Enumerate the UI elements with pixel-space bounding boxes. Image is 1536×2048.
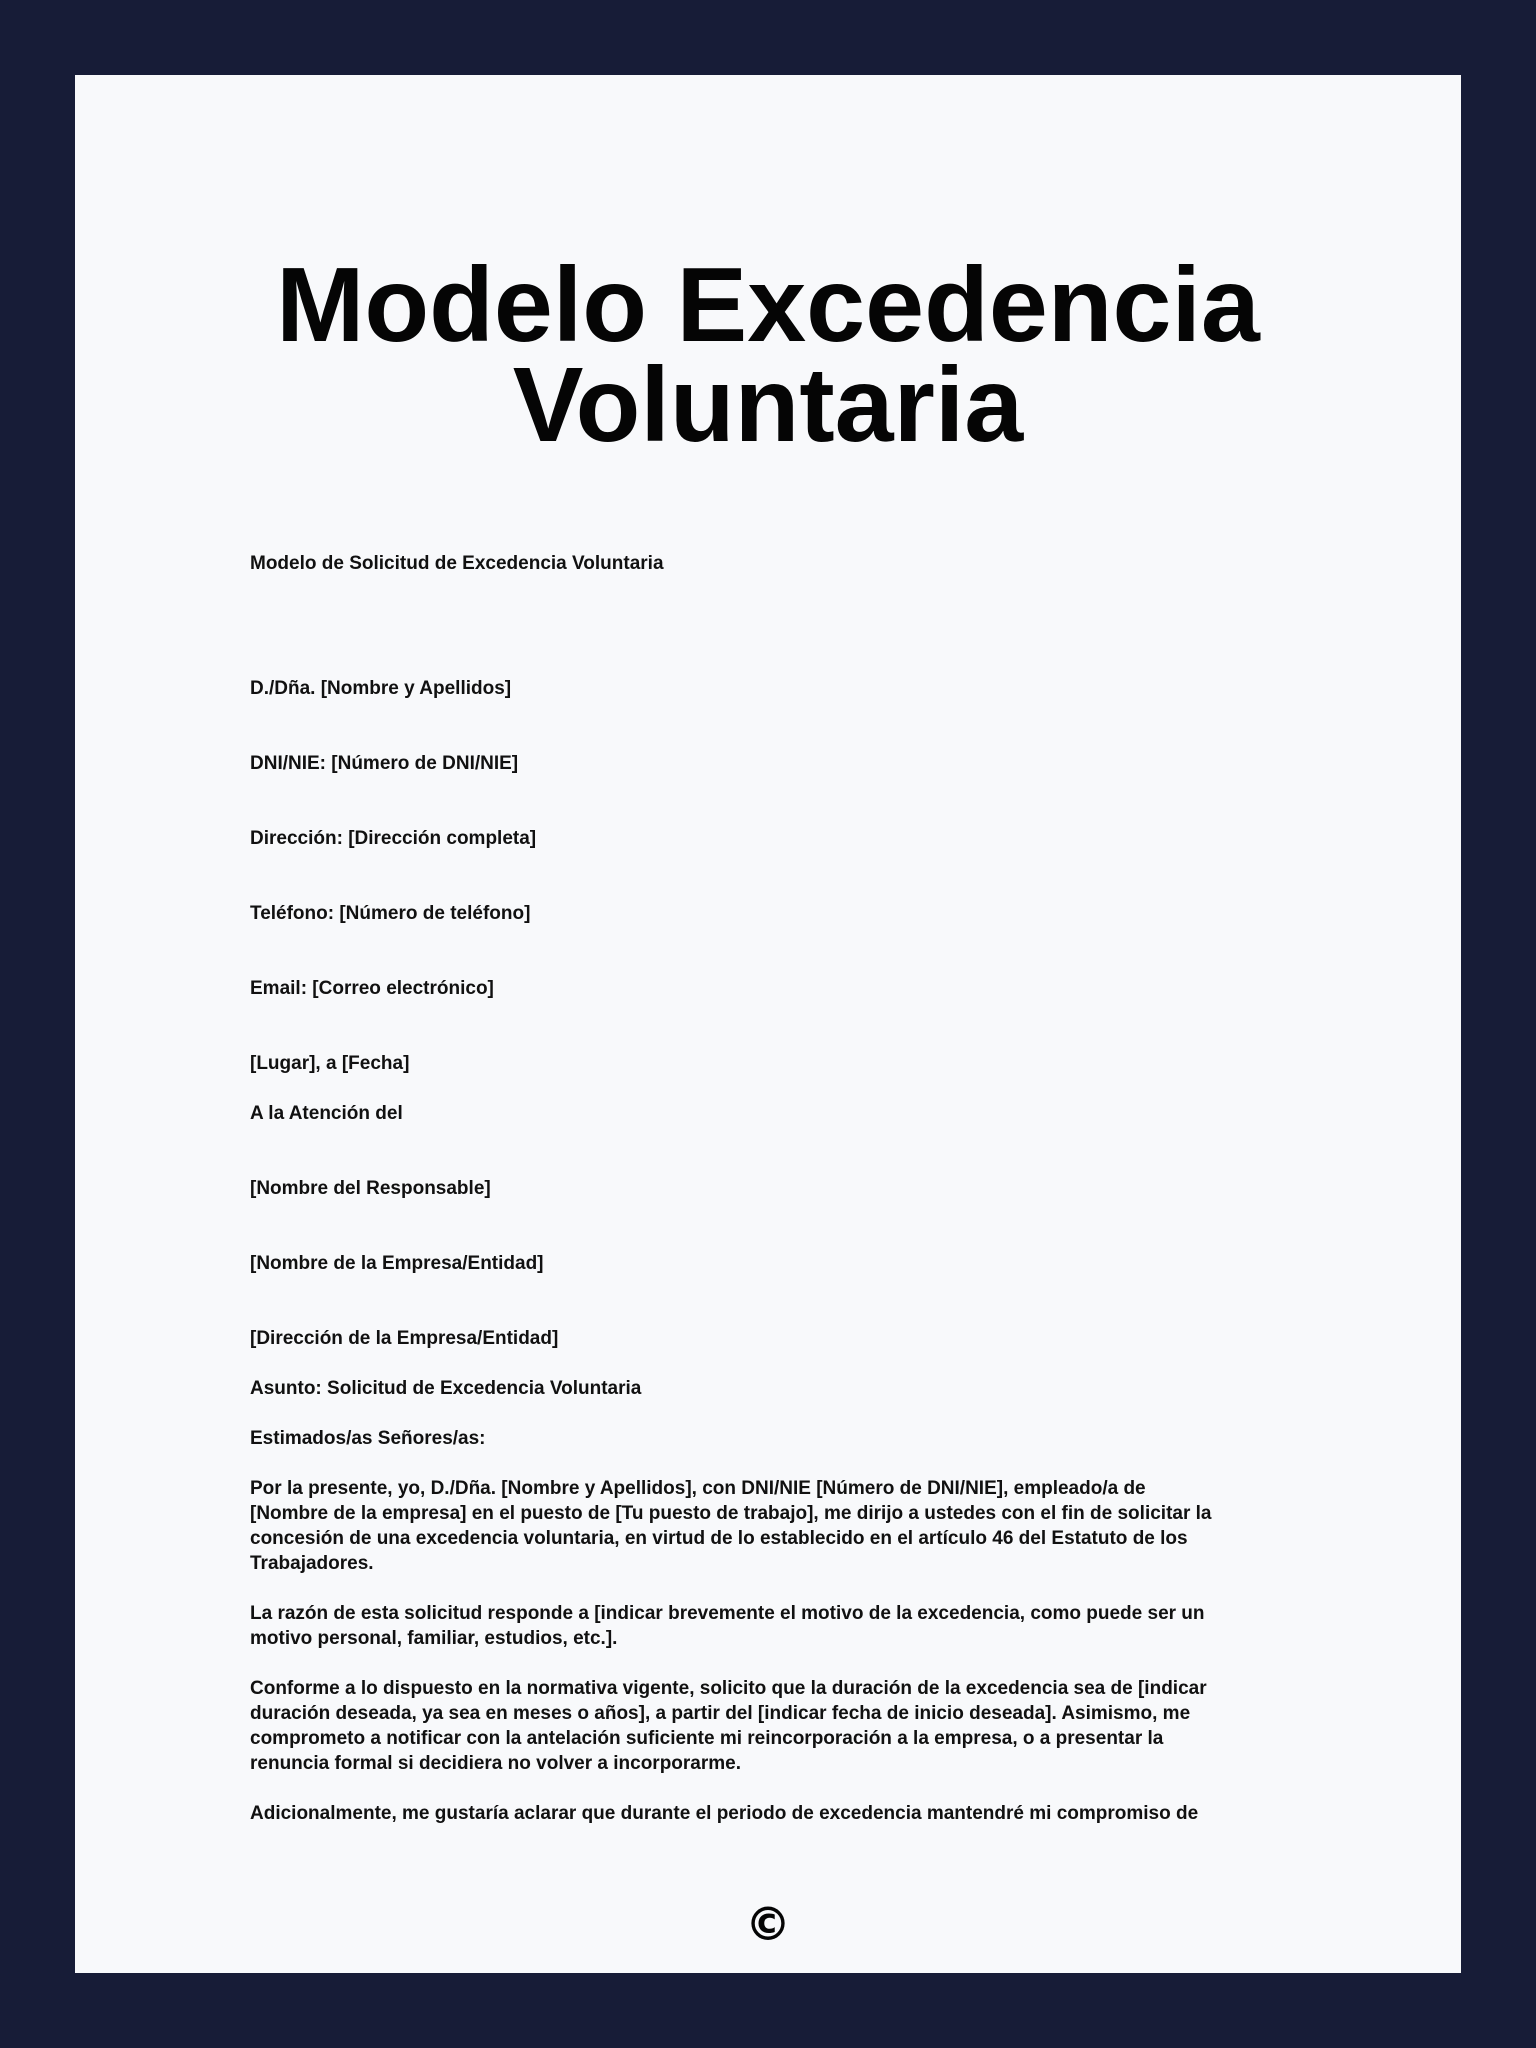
paragraph-line: Adicionalmente, me gustaría aclarar que durante el periodo de excedencia mantendré mi compromiso de [250, 1803, 1199, 1824]
paragraph-line: La razón de esta solicitud responde a [indicar brevemente el motivo de la excedencia, como puede ser un [250, 1603, 1205, 1624]
field-address: Dirección: [Dirección completa] [250, 828, 537, 849]
document-title [75, 246, 1461, 464]
field-name: D./Dña. [Nombre y Apellidos] [250, 678, 512, 699]
letter-subject: Asunto: Solicitud de Excedencia Voluntaria [250, 1378, 642, 1399]
paragraph-line: duración deseada, ya sea en meses o años], a partir del [indicar fecha de inicio deseada]. Asimismo, me [250, 1703, 1191, 1724]
copyright-icon: © [745, 1897, 791, 1951]
paragraph-line: Por la presente, yo, D./Dña. [Nombre y Apellidos], con DNI/NIE [Número de DNI/NIE], empleado/a de [250, 1478, 1146, 1499]
recipient-manager: [Nombre del Responsable] [250, 1178, 491, 1199]
title-line-2: Voluntaria [512, 346, 1024, 464]
paragraph-line: concesión de una excedencia voluntaria, en virtud de lo establecido en el artículo 46 del Estatuto de los [250, 1528, 1188, 1549]
paragraph-line: Trabajadores. [250, 1553, 374, 1574]
paragraph-line: Conforme a lo dispuesto en la normativa vigente, solicito que la duración de la excedencia sea de [indicar [250, 1678, 1207, 1699]
paragraph-line: motivo personal, familiar, estudios, etc.]. [250, 1628, 618, 1649]
paragraph-line: [Nombre de la empresa] en el puesto de [Tu puesto de trabajo], me dirijo a ustedes con el fin de solicitar la [250, 1503, 1212, 1524]
recipient-company: [Nombre de la Empresa/Entidad] [250, 1253, 544, 1274]
field-phone: Teléfono: [Número de teléfono] [250, 903, 531, 924]
field-dni: DNI/NIE: [Número de DNI/NIE] [250, 753, 519, 774]
paragraph-line: comprometo a notificar con la antelación suficiente mi reincorporación a la empresa, o a presentar la [250, 1728, 1164, 1749]
field-email: Email: [Correo electrónico] [250, 978, 494, 999]
title-line-1: Modelo Excedencia [276, 246, 1260, 364]
field-place-date: [Lugar], a [Fecha] [250, 1053, 410, 1074]
letter-greeting: Estimados/as Señores/as: [250, 1428, 486, 1449]
recipient-attention: A la Atención del [250, 1103, 403, 1124]
recipient-company-address: [Dirección de la Empresa/Entidad] [250, 1328, 559, 1349]
document-page [75, 75, 1461, 1973]
document-subtitle: Modelo de Solicitud de Excedencia Voluntaria [250, 553, 664, 574]
paragraph-line: renuncia formal si decidiera no volver a incorporarme. [250, 1753, 742, 1774]
